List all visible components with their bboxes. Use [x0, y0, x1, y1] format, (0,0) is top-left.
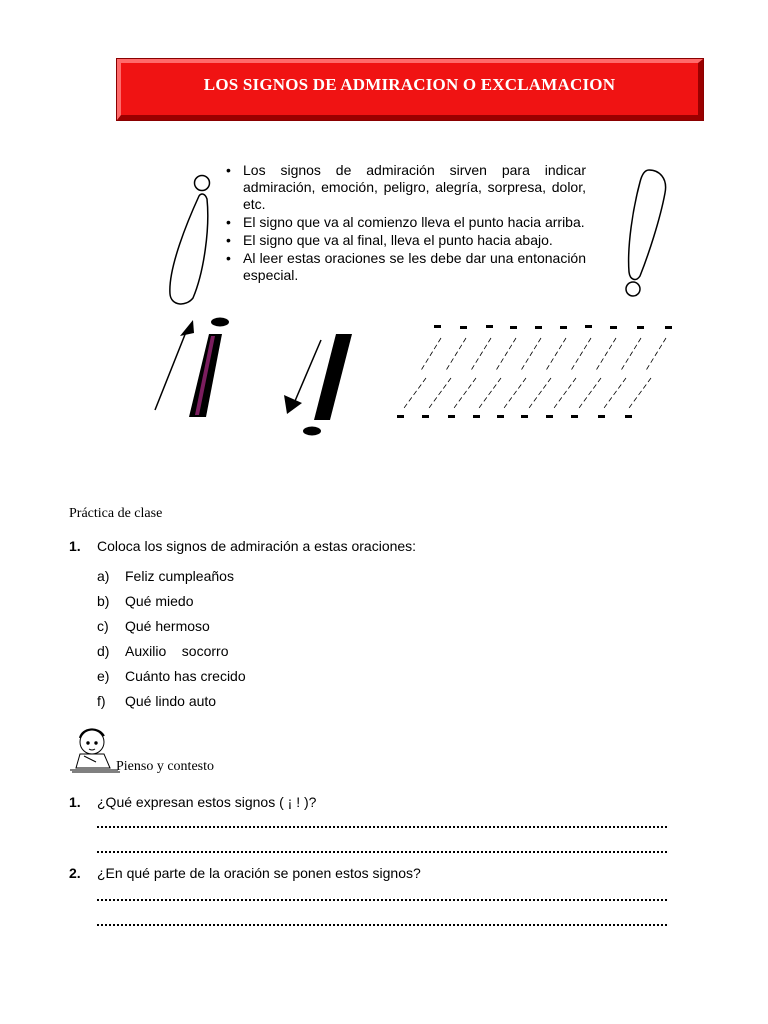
- option-letter: a): [97, 568, 110, 584]
- answer-line[interactable]: [97, 849, 667, 853]
- question-text: Coloca los signos de admiración a estas oraciones:: [97, 538, 417, 554]
- option-letter: f): [97, 693, 106, 709]
- arrow-up-icon: [155, 320, 194, 410]
- question-text: ¿En qué parte de la oración se ponen estos signos?: [97, 865, 421, 881]
- page-title: LOS SIGNOS DE ADMIRACION O EXCLAMACION: [203, 75, 616, 94]
- question-text: ¿Qué expresan estos signos ( ¡ ! )?: [97, 794, 317, 810]
- writing-practice-lines: [404, 338, 666, 408]
- arrow-down-icon: [284, 340, 321, 414]
- option-letter: b): [97, 593, 110, 609]
- question-number: 1.: [69, 538, 81, 554]
- option-text: Cuánto has crecido: [125, 668, 246, 684]
- option-letter: d): [97, 643, 110, 659]
- option-text: Feliz cumpleaños: [125, 568, 234, 584]
- answer-line[interactable]: [97, 922, 667, 926]
- exclamation-outline-icon: [626, 170, 666, 296]
- rule-item: • El signo que va al final, lleva el punto hacia abajo.: [224, 232, 586, 249]
- inverted-exclamation-solid-icon: [189, 318, 229, 418]
- question-number: 2.: [69, 865, 81, 881]
- think-title: Pienso y contesto: [116, 759, 214, 774]
- answer-line[interactable]: [97, 824, 667, 828]
- exclamation-solid-icon: [303, 334, 352, 436]
- rule-item: • Al leer estas oraciones se les debe dar una entonación especial.: [224, 250, 586, 284]
- option-letter: e): [97, 668, 110, 684]
- rules-list: [224, 162, 586, 285]
- inverted-exclamation-outline-icon: [170, 176, 210, 304]
- option-letter: c): [97, 618, 109, 634]
- practice-title: Práctica de clase: [69, 506, 163, 521]
- rule-item: • El signo que va al comienzo lleva el punto hacia arriba.: [224, 214, 586, 231]
- option-text: Auxilio socorro: [125, 643, 229, 659]
- option-text: Qué hermoso: [125, 618, 210, 634]
- rule-item: • Los signos de admiración sirven para indicar admiración, emoción, peligro, alegría, sorpresa, dolor, etc.: [224, 162, 586, 213]
- option-text: Qué miedo: [125, 593, 194, 609]
- answer-line[interactable]: [97, 897, 667, 901]
- writing-practice-dots: [397, 325, 672, 418]
- question-number: 1.: [69, 794, 81, 810]
- thinking-child-icon: [70, 729, 120, 772]
- option-text: Qué lindo auto: [125, 693, 217, 709]
